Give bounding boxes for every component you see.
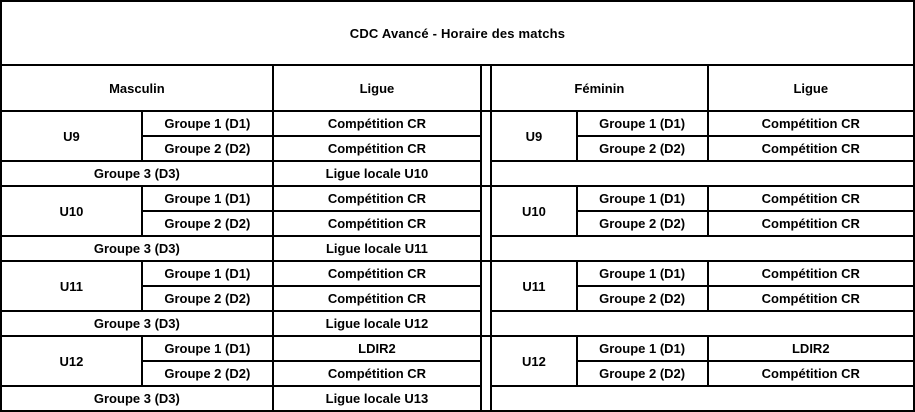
feminin-age-u10: U10 — [491, 186, 577, 236]
masculin-groupe: Groupe 3 (D3) — [1, 386, 273, 411]
header-separator — [481, 65, 491, 111]
masculin-groupe: Groupe 3 (D3) — [1, 311, 273, 336]
feminin-empty-cell — [491, 161, 914, 186]
header-row — [1, 65, 914, 111]
header-ligue-feminin: Ligue — [708, 65, 914, 111]
masculin-groupe: Groupe 3 (D3) — [1, 161, 273, 186]
table-row — [1, 311, 914, 336]
feminin-ligue: Compétition CR — [708, 211, 914, 236]
masculin-ligue: Compétition CR — [273, 261, 481, 286]
table-row — [1, 161, 914, 186]
table-row — [1, 111, 914, 136]
feminin-ligue: Compétition CR — [708, 136, 914, 161]
masculin-ligue: Compétition CR — [273, 211, 481, 236]
feminin-ligue: Compétition CR — [708, 261, 914, 286]
feminin-groupe: Groupe 2 (D2) — [577, 136, 708, 161]
feminin-groupe: Groupe 1 (D1) — [577, 336, 708, 361]
feminin-ligue: LDIR2 — [708, 336, 914, 361]
masculin-ligue: Ligue locale U10 — [273, 161, 481, 186]
masculin-ligue: Ligue locale U11 — [273, 236, 481, 261]
masculin-groupe: Groupe 2 (D2) — [142, 136, 273, 161]
masculin-ligue: Ligue locale U12 — [273, 311, 481, 336]
masculin-age-u11: U11 — [1, 261, 142, 311]
feminin-age-u12: U12 — [491, 336, 577, 386]
masculin-groupe: Groupe 1 (D1) — [142, 336, 273, 361]
masculin-age-u9: U9 — [1, 111, 142, 161]
masculin-ligue: Ligue locale U13 — [273, 386, 481, 411]
feminin-age-u11: U11 — [491, 261, 577, 311]
masculin-groupe: Groupe 2 (D2) — [142, 361, 273, 386]
masculin-age-u12: U12 — [1, 336, 142, 386]
table-row — [1, 261, 914, 286]
feminin-empty-cell — [491, 311, 914, 336]
feminin-ligue: Compétition CR — [708, 361, 914, 386]
feminin-groupe: Groupe 2 (D2) — [577, 361, 708, 386]
header-feminin: Féminin — [491, 65, 707, 111]
masculin-groupe: Groupe 3 (D3) — [1, 236, 273, 261]
masculin-groupe: Groupe 1 (D1) — [142, 186, 273, 211]
table-row — [1, 236, 914, 261]
table-row — [1, 386, 914, 411]
masculin-groupe: Groupe 1 (D1) — [142, 261, 273, 286]
feminin-ligue: Compétition CR — [708, 111, 914, 136]
masculin-groupe: Groupe 2 (D2) — [142, 286, 273, 311]
title-row — [1, 1, 914, 65]
column-separator — [481, 336, 491, 411]
feminin-groupe: Groupe 1 (D1) — [577, 111, 708, 136]
masculin-ligue: Compétition CR — [273, 111, 481, 136]
masculin-age-u10: U10 — [1, 186, 142, 236]
feminin-groupe: Groupe 1 (D1) — [577, 186, 708, 211]
masculin-ligue: Compétition CR — [273, 361, 481, 386]
feminin-empty-cell — [491, 236, 914, 261]
feminin-groupe: Groupe 1 (D1) — [577, 261, 708, 286]
table-row — [1, 336, 914, 361]
feminin-groupe: Groupe 2 (D2) — [577, 286, 708, 311]
masculin-ligue: LDIR2 — [273, 336, 481, 361]
feminin-ligue: Compétition CR — [708, 186, 914, 211]
table-row — [1, 186, 914, 211]
column-separator — [481, 186, 491, 261]
masculin-ligue: Compétition CR — [273, 286, 481, 311]
feminin-empty-cell — [491, 386, 914, 411]
header-ligue-masculin: Ligue — [273, 65, 481, 111]
masculin-groupe: Groupe 2 (D2) — [142, 211, 273, 236]
masculin-groupe: Groupe 1 (D1) — [142, 111, 273, 136]
masculin-ligue: Compétition CR — [273, 136, 481, 161]
feminin-groupe: Groupe 2 (D2) — [577, 211, 708, 236]
masculin-ligue: Compétition CR — [273, 186, 481, 211]
feminin-age-u9: U9 — [491, 111, 577, 161]
column-separator — [481, 111, 491, 186]
column-separator — [481, 261, 491, 336]
page-title: CDC Avancé - Horaire des matchs — [1, 1, 914, 65]
header-masculin: Masculin — [1, 65, 273, 111]
feminin-ligue: Compétition CR — [708, 286, 914, 311]
